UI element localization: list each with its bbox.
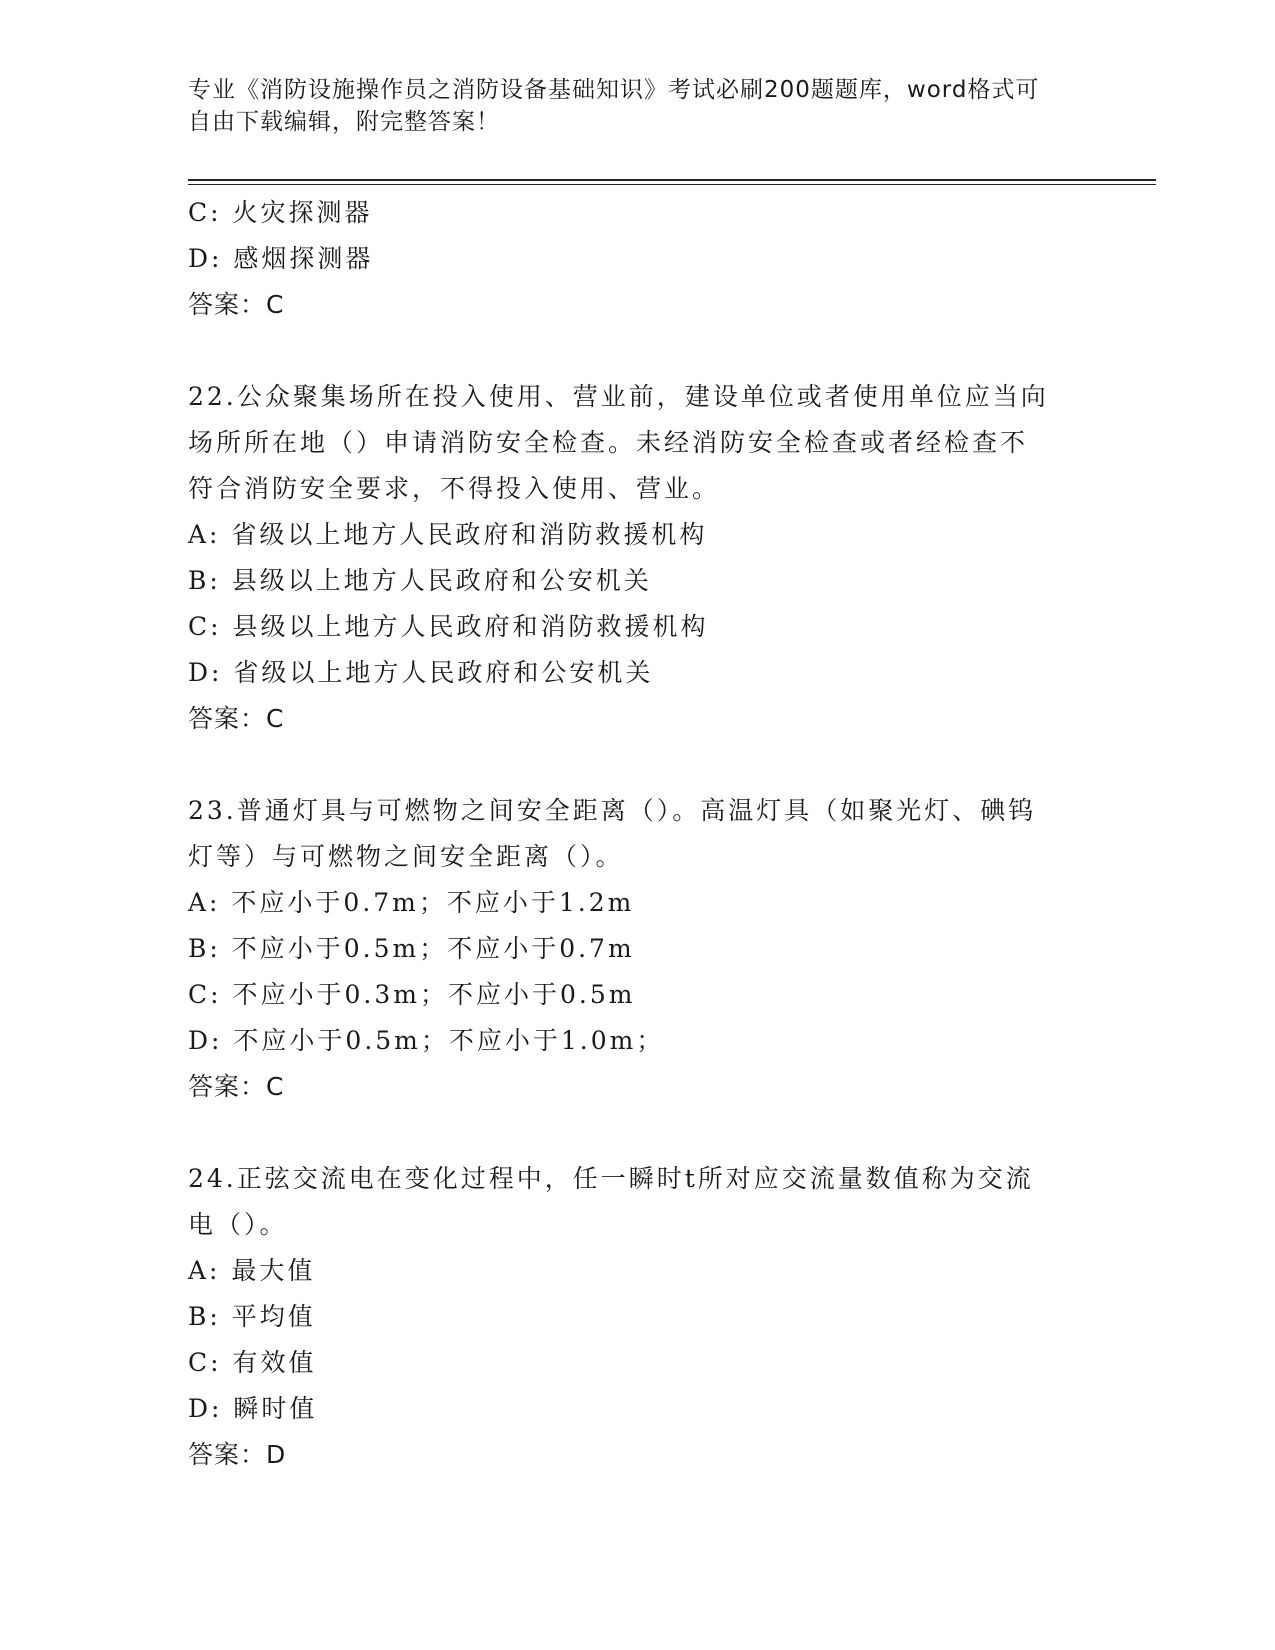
option-a: A: 最大值 bbox=[188, 1256, 316, 1285]
question-23 bbox=[188, 788, 1088, 1110]
header-divider-thick bbox=[188, 179, 1156, 181]
option-d: D: 瞬时值 bbox=[188, 1394, 318, 1423]
option-d: D: 不应小于0.5m；不应小于1.0m； bbox=[188, 1026, 665, 1055]
question-stem-line: 22.公众聚集场所在投入使用、营业前，建设单位或者使用单位应当向 bbox=[188, 382, 1049, 411]
option-c: C: 不应小于0.3m；不应小于0.5m bbox=[188, 980, 636, 1009]
option-a: A: 省级以上地方人民政府和消防救援机构 bbox=[188, 520, 708, 549]
question-22 bbox=[188, 374, 1088, 742]
answer-line: 答案：C bbox=[188, 1072, 285, 1101]
option-d: D: 感烟探测器 bbox=[188, 244, 374, 273]
option-a: A: 不应小于0.7m；不应小于1.2m bbox=[188, 888, 635, 917]
question-stem-line: 灯等）与可燃物之间安全距离（）。 bbox=[188, 842, 624, 871]
question-list bbox=[188, 190, 1088, 1478]
spacer bbox=[188, 328, 1088, 374]
option-d: D: 省级以上地方人民政府和公安机关 bbox=[188, 658, 654, 687]
option-c: C: 县级以上地方人民政府和消防救援机构 bbox=[188, 612, 709, 641]
header-line-2: 自由下载编辑，附完整答案！ bbox=[188, 109, 500, 135]
answer-line: 答案：D bbox=[188, 1440, 287, 1469]
question-stem-line: 场所所在地（）申请消防安全检查。未经消防安全检查或者经检查不 bbox=[188, 428, 1029, 457]
answer-line: 答案：C bbox=[188, 290, 285, 319]
question-carryover bbox=[188, 190, 1088, 328]
option-c: C: 有效值 bbox=[188, 1348, 317, 1377]
spacer bbox=[188, 742, 1088, 788]
answer-line: 答案：C bbox=[188, 704, 285, 733]
spacer bbox=[188, 1110, 1088, 1156]
question-stem-line: 电（）。 bbox=[188, 1210, 288, 1239]
document-header bbox=[188, 74, 1088, 138]
option-b: B: 县级以上地方人民政府和公安机关 bbox=[188, 566, 652, 595]
option-b: B: 不应小于0.5m；不应小于0.7m bbox=[188, 934, 635, 963]
header-line-1: 专业《消防设施操作员之消防设备基础知识》考试必刷200题题库，word格式可 bbox=[188, 77, 1040, 103]
option-c: C: 火灾探测器 bbox=[188, 198, 373, 227]
question-24 bbox=[188, 1156, 1088, 1478]
option-b: B: 平均值 bbox=[188, 1302, 316, 1331]
question-stem-line: 符合消防安全要求，不得投入使用、营业。 bbox=[188, 474, 721, 503]
header-divider-thin bbox=[188, 184, 1156, 185]
question-stem-line: 23.普通灯具与可燃物之间安全距离（）。高温灯具（如聚光灯、碘钨 bbox=[188, 796, 1037, 825]
question-stem-line: 24.正弦交流电在变化过程中，任一瞬时t所对应交流量数值称为交流 bbox=[188, 1164, 1034, 1193]
